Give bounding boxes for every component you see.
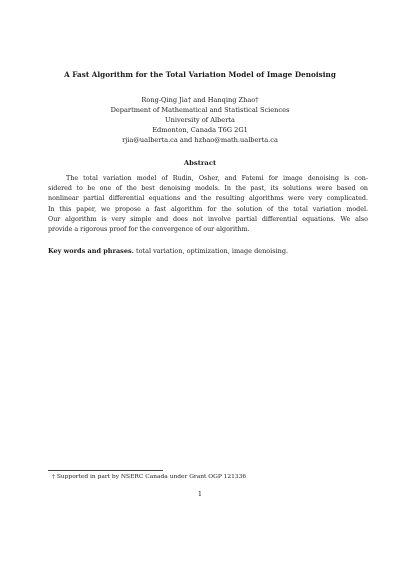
footnote: † Supported in part by NSERC Canada under Grant OGP 121336 <box>52 474 247 480</box>
abstract-line: sidered to be one of the best denoising models. In the past, its solutions were based on <box>48 185 368 193</box>
abstract-line: In this paper, we propose a fast algorithm for the solution of the total variation model. <box>48 205 368 213</box>
author-emails: rjia@ualberta.ca and hzhao@math.ualberta.ca <box>122 136 278 144</box>
abstract-heading: Abstract <box>183 159 217 167</box>
abstract-body <box>48 174 368 235</box>
author-location: Edmonton, Canada T6G 2G1 <box>152 126 248 134</box>
abstract-line: The total variation model of Rudin, Osher, and Fatemi for image denoising is con- <box>66 175 368 182</box>
author-names: Rong-Qing Jia† and Hanqing Zhao† <box>141 96 259 104</box>
paper-title: A Fast Algorithm for the Total Variation Model of Image Denoising <box>64 70 336 79</box>
abstract-line: provide a rigorous proof for the convergence of our algorithm. <box>48 226 250 234</box>
author-department: Department of Mathematical and Statistical Sciences <box>110 106 290 114</box>
author-university: University of Alberta <box>165 116 235 124</box>
page-number: 1 <box>197 490 203 498</box>
abstract-line: nonlinear partial differential equations and the resulting algorithms were very complicated. <box>48 195 368 203</box>
author-block <box>0 95 400 145</box>
abstract-line: Our algorithm is very simple and does not involve partial differential equations. We also <box>48 215 368 223</box>
keywords-text: total variation, optimization, image denoising. <box>135 247 289 255</box>
keywords <box>48 247 288 255</box>
keywords-label: Key words and phrases. <box>48 247 134 255</box>
footnote-rule <box>48 470 163 471</box>
